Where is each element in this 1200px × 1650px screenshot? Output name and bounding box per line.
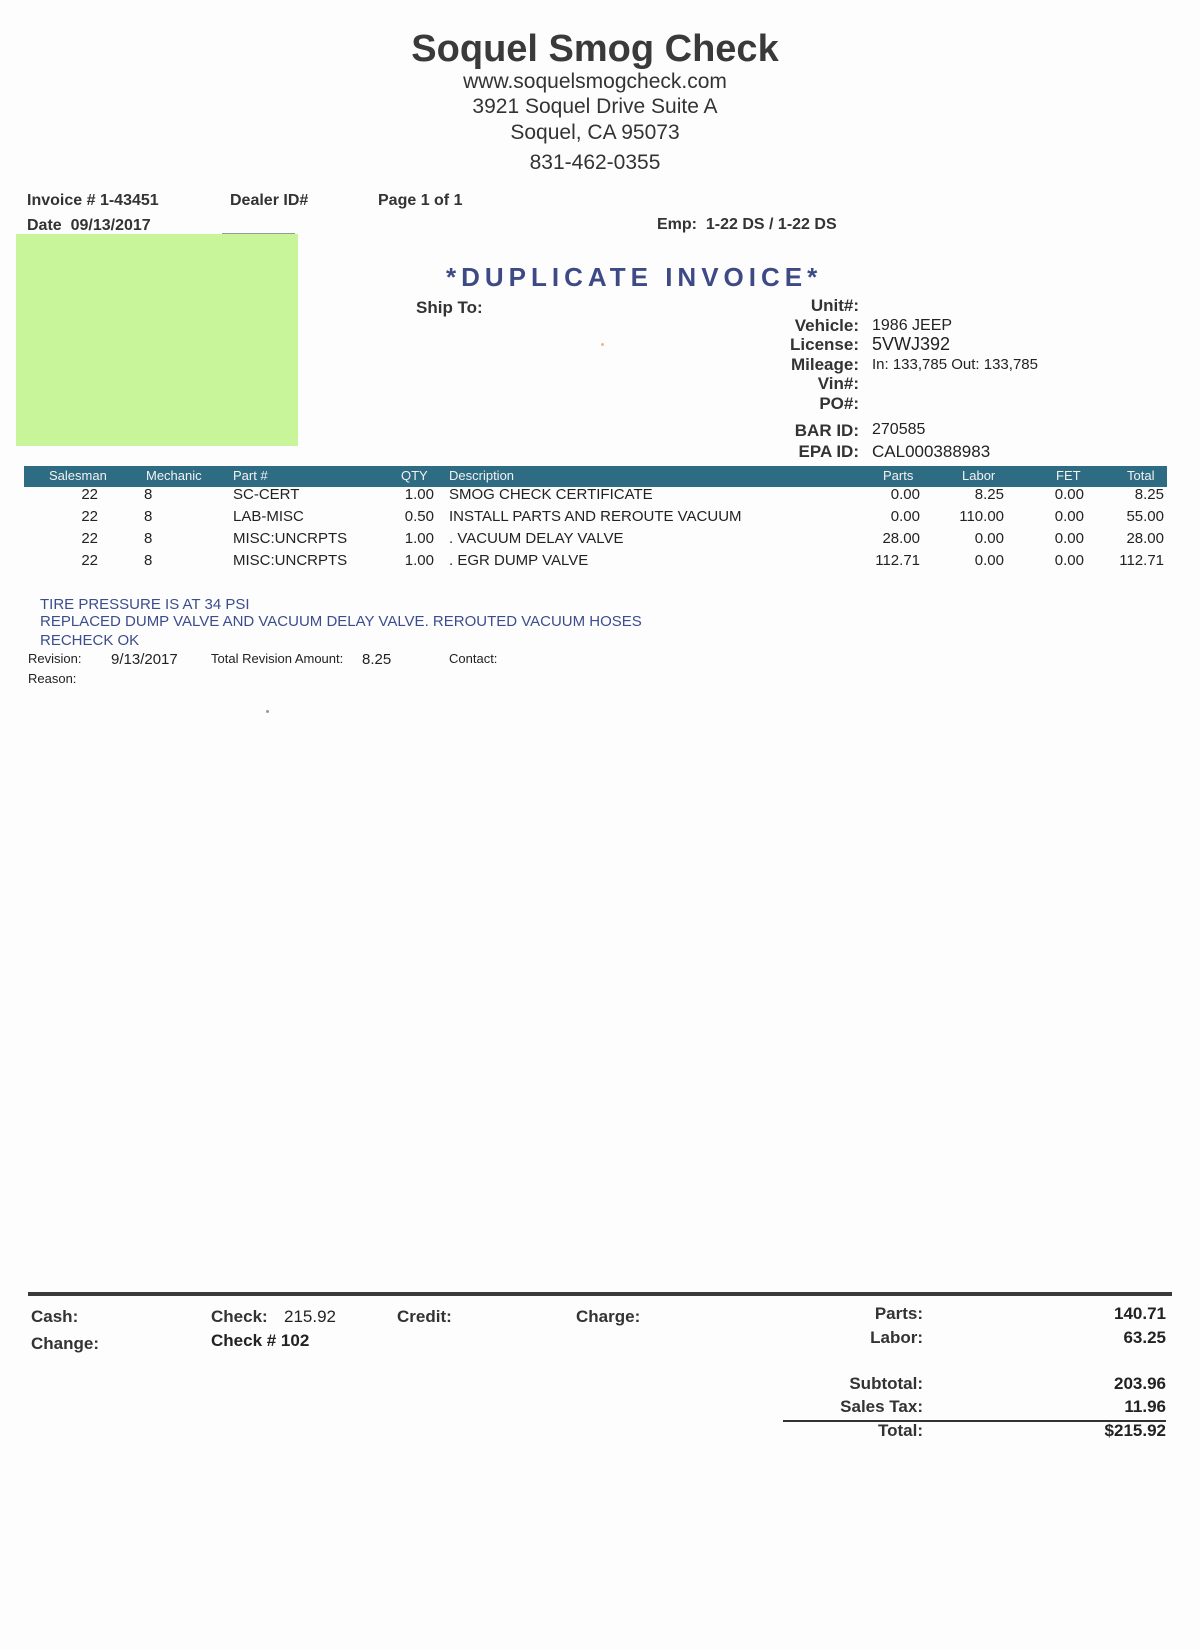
invoice-value: 1-43451 [99,192,159,209]
bar-id-value: 270585 [872,421,926,438]
revision-amount: 8.25 [362,651,392,668]
bar-id-label: BAR ID: [794,421,859,440]
scan-speck [266,710,269,713]
cell-mechanic: 8 [144,530,153,547]
check-number: Check # 102 [211,1331,310,1350]
cell-parts: 112.71 [875,552,920,569]
revision-label: Revision: [28,651,82,666]
cell-description: . VACUUM DELAY VALVE [449,530,624,547]
cell-fet: 0.00 [1054,486,1084,503]
grand-total-value: $215.92 [1104,1421,1166,1440]
cell-labor: 0.00 [974,530,1004,547]
cell-fet: 0.00 [1054,552,1084,569]
employee [657,216,837,234]
page-count: Page 1 of 1 [378,192,463,209]
invoice-label: Invoice # [27,192,96,209]
cell-total: 8.25 [1134,486,1164,503]
cell-description: INSTALL PARTS AND REROUTE VACUUM [449,508,742,525]
cell-salesman: 22 [81,530,98,547]
cell-qty: 1.00 [404,530,434,547]
emp-value: 1-22 DS / 1-22 DS [705,216,837,233]
cell-parts: 0.00 [890,486,920,503]
credit-label: Credit: [397,1307,452,1326]
cell-mechanic: 8 [144,552,153,569]
cell-part: LAB-MISC [233,508,304,525]
epa-id-value: CAL000388983 [872,442,991,461]
note-line: RECHECK OK [40,632,140,649]
po-label: PO#: [819,394,859,413]
col-labor: Labor [962,468,996,483]
ship-to-label: Ship To: [416,298,483,317]
cell-fet: 0.00 [1054,508,1084,525]
company-city: Soquel, CA 95073 [510,121,680,144]
cell-fet: 0.00 [1054,530,1084,547]
col-fet: FET [1056,468,1081,483]
mileage-label: Mileage: [790,355,859,374]
charge-label: Charge: [576,1307,641,1326]
subtotal-label: Subtotal: [849,1374,923,1393]
check-amount: 215.92 [284,1307,336,1326]
revision-amount-label: Total Revision Amount: [211,651,344,666]
cell-salesman: 22 [81,552,98,569]
note-line: TIRE PRESSURE IS AT 34 PSI [40,596,250,613]
cell-salesman: 22 [81,486,98,503]
mileage-value: In: 133,785 Out: 133,785 [872,356,1038,373]
cell-part: MISC:UNCRPTS [233,530,348,547]
cell-total: 55.00 [1126,508,1164,525]
grand-total-label: Total: [877,1421,923,1440]
cell-mechanic: 8 [144,486,153,503]
cell-parts: 28.00 [882,530,920,547]
parts-total-value: 140.71 [1114,1304,1166,1323]
cell-mechanic: 8 [144,508,153,525]
col-parts: Parts [883,468,914,483]
note-line: REPLACED DUMP VALVE AND VACUUM DELAY VALVE. REROUTED VACUUM HOSES [40,613,642,630]
col-total: Total [1127,468,1155,483]
footer-rule [28,1292,1172,1296]
invoice-number [27,192,159,210]
sales-tax-label: Sales Tax: [840,1397,923,1416]
col-salesman: Salesman [49,468,107,483]
company-address: 3921 Soquel Drive Suite A [472,95,718,118]
license-label: License: [790,335,859,354]
cell-labor: 0.00 [974,552,1004,569]
col-description: Description [449,468,515,483]
cell-part: SC-CERT [233,486,300,503]
vin-label: Vin#: [817,374,859,393]
contact-label: Contact: [449,651,498,666]
labor-total-label: Labor: [870,1328,923,1347]
labor-total-value: 63.25 [1123,1328,1166,1347]
unit-label: Unit#: [810,296,859,315]
cell-total: 28.00 [1126,530,1164,547]
cash-label: Cash: [31,1307,79,1326]
epa-id-label: EPA ID: [798,442,859,461]
scan-speck [601,343,604,346]
cell-part: MISC:UNCRPTS [233,552,348,569]
emp-label: Emp: [657,216,697,233]
invoice-date [27,217,151,235]
cell-qty: 1.00 [404,486,434,503]
duplicate-invoice-banner: *DUPLICATE INVOICE* [446,262,823,292]
cell-description: . EGR DUMP VALVE [449,552,589,569]
date-label: Date [27,217,62,234]
subtotal-value: 203.96 [1114,1374,1166,1393]
vehicle-value: 1986 JEEP [872,317,953,334]
col-qty: QTY [401,468,428,483]
parts-total-label: Parts: [874,1304,923,1323]
dealer-id-label: Dealer ID# [230,192,309,209]
cell-description: SMOG CHECK CERTIFICATE [449,486,653,503]
sales-tax-value: 11.96 [1124,1397,1166,1416]
cell-labor: 8.25 [974,486,1004,503]
reason-label: Reason: [28,671,77,686]
revision-date: 9/13/2017 [111,651,178,668]
cell-parts: 0.00 [890,508,920,525]
vehicle-label: Vehicle: [794,316,859,335]
redaction-sticky-note [16,234,298,446]
company-name: Soquel Smog Check [411,28,779,70]
company-phone: 831-462-0355 [529,151,661,174]
license-value: 5VWJ392 [872,334,951,354]
cell-labor: 110.00 [959,508,1004,525]
cell-qty: 1.00 [404,552,434,569]
date-value: 09/13/2017 [70,217,151,234]
change-label: Change: [31,1334,99,1353]
col-part: Part # [233,468,268,483]
check-label: Check: [211,1307,268,1326]
cell-total: 112.71 [1119,552,1164,569]
cell-salesman: 22 [81,508,98,525]
company-website: www.soquelsmogcheck.com [463,70,727,93]
col-mechanic: Mechanic [146,468,202,483]
cell-qty: 0.50 [404,508,434,525]
